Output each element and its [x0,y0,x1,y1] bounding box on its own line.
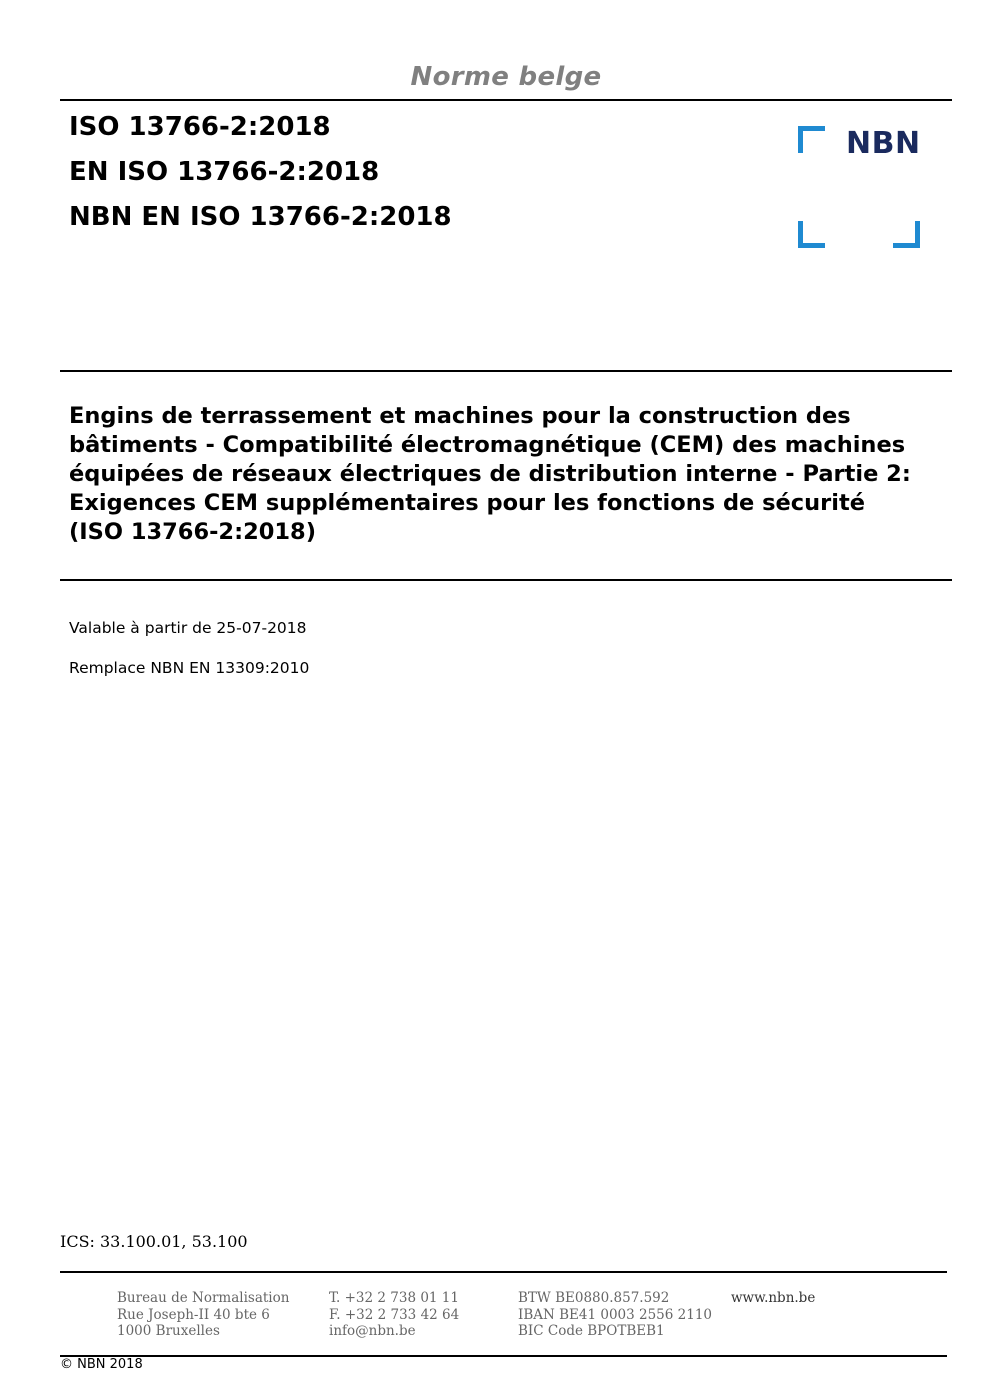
footer-address-line: 1000 Bruxelles [117,1323,220,1339]
header-rule [60,99,952,101]
replaces-text: Remplace NBN EN 13309:2010 [69,659,310,677]
logo-corner-top-left [798,126,825,153]
footer-top-rule [60,1271,947,1273]
footer-phone: T. +32 2 738 01 11 [329,1290,459,1306]
footer-email-link[interactable]: info@nbn.be [329,1323,416,1339]
title-bottom-rule [60,579,952,581]
document-title [69,402,949,547]
title-line: bâtiments - Compatibilité électromagnétique (CEM) des machines [69,432,906,458]
footer-contact [329,1290,459,1340]
website-link[interactable]: www.nbn.be [731,1290,816,1306]
footer-address-line: Rue Joseph-II 40 bte 6 [117,1306,270,1323]
logo-corner-bottom-left [798,221,825,248]
title-line: Engins de terrassement et machines pour la construction des [69,403,851,429]
nbn-logo [798,126,920,248]
ics-codes: ICS: 33.100.01, 53.100 [60,1232,248,1251]
iso-code: ISO 13766-2:2018 [69,112,331,142]
norme-belge-label: Norme belge [410,62,602,92]
en-iso-code: EN ISO 13766-2:2018 [69,157,380,187]
footer-fax: F. +32 2 733 42 64 [329,1306,460,1323]
nbn-en-iso-code: NBN EN ISO 13766-2:2018 [69,202,452,232]
footer-bottom-rule [60,1355,947,1357]
footer-btw: BTW BE0880.857.592 [518,1290,670,1306]
footer-address-line: Bureau de Normalisation [117,1290,290,1306]
footer-iban: IBAN BE41 0003 2556 2110 [518,1306,713,1323]
copyright-text: © NBN 2018 [60,1357,143,1372]
logo-text: NBN [846,126,921,161]
logo-corner-bottom-right [893,221,920,248]
footer-website [731,1290,815,1307]
valid-from-text: Valable à partir de 25-07-2018 [69,619,307,637]
footer-bic: BIC Code BPOTBEB1 [518,1323,665,1339]
footer-bank [518,1290,712,1340]
title-line: Exigences CEM supplémentaires pour les fonctions de sécurité [69,490,865,516]
title-line: (ISO 13766-2:2018) [69,519,316,545]
footer-address [117,1290,289,1340]
title-line: équipées de réseaux électriques de distribution interne - Partie 2: [69,461,911,487]
title-top-rule [60,370,952,372]
